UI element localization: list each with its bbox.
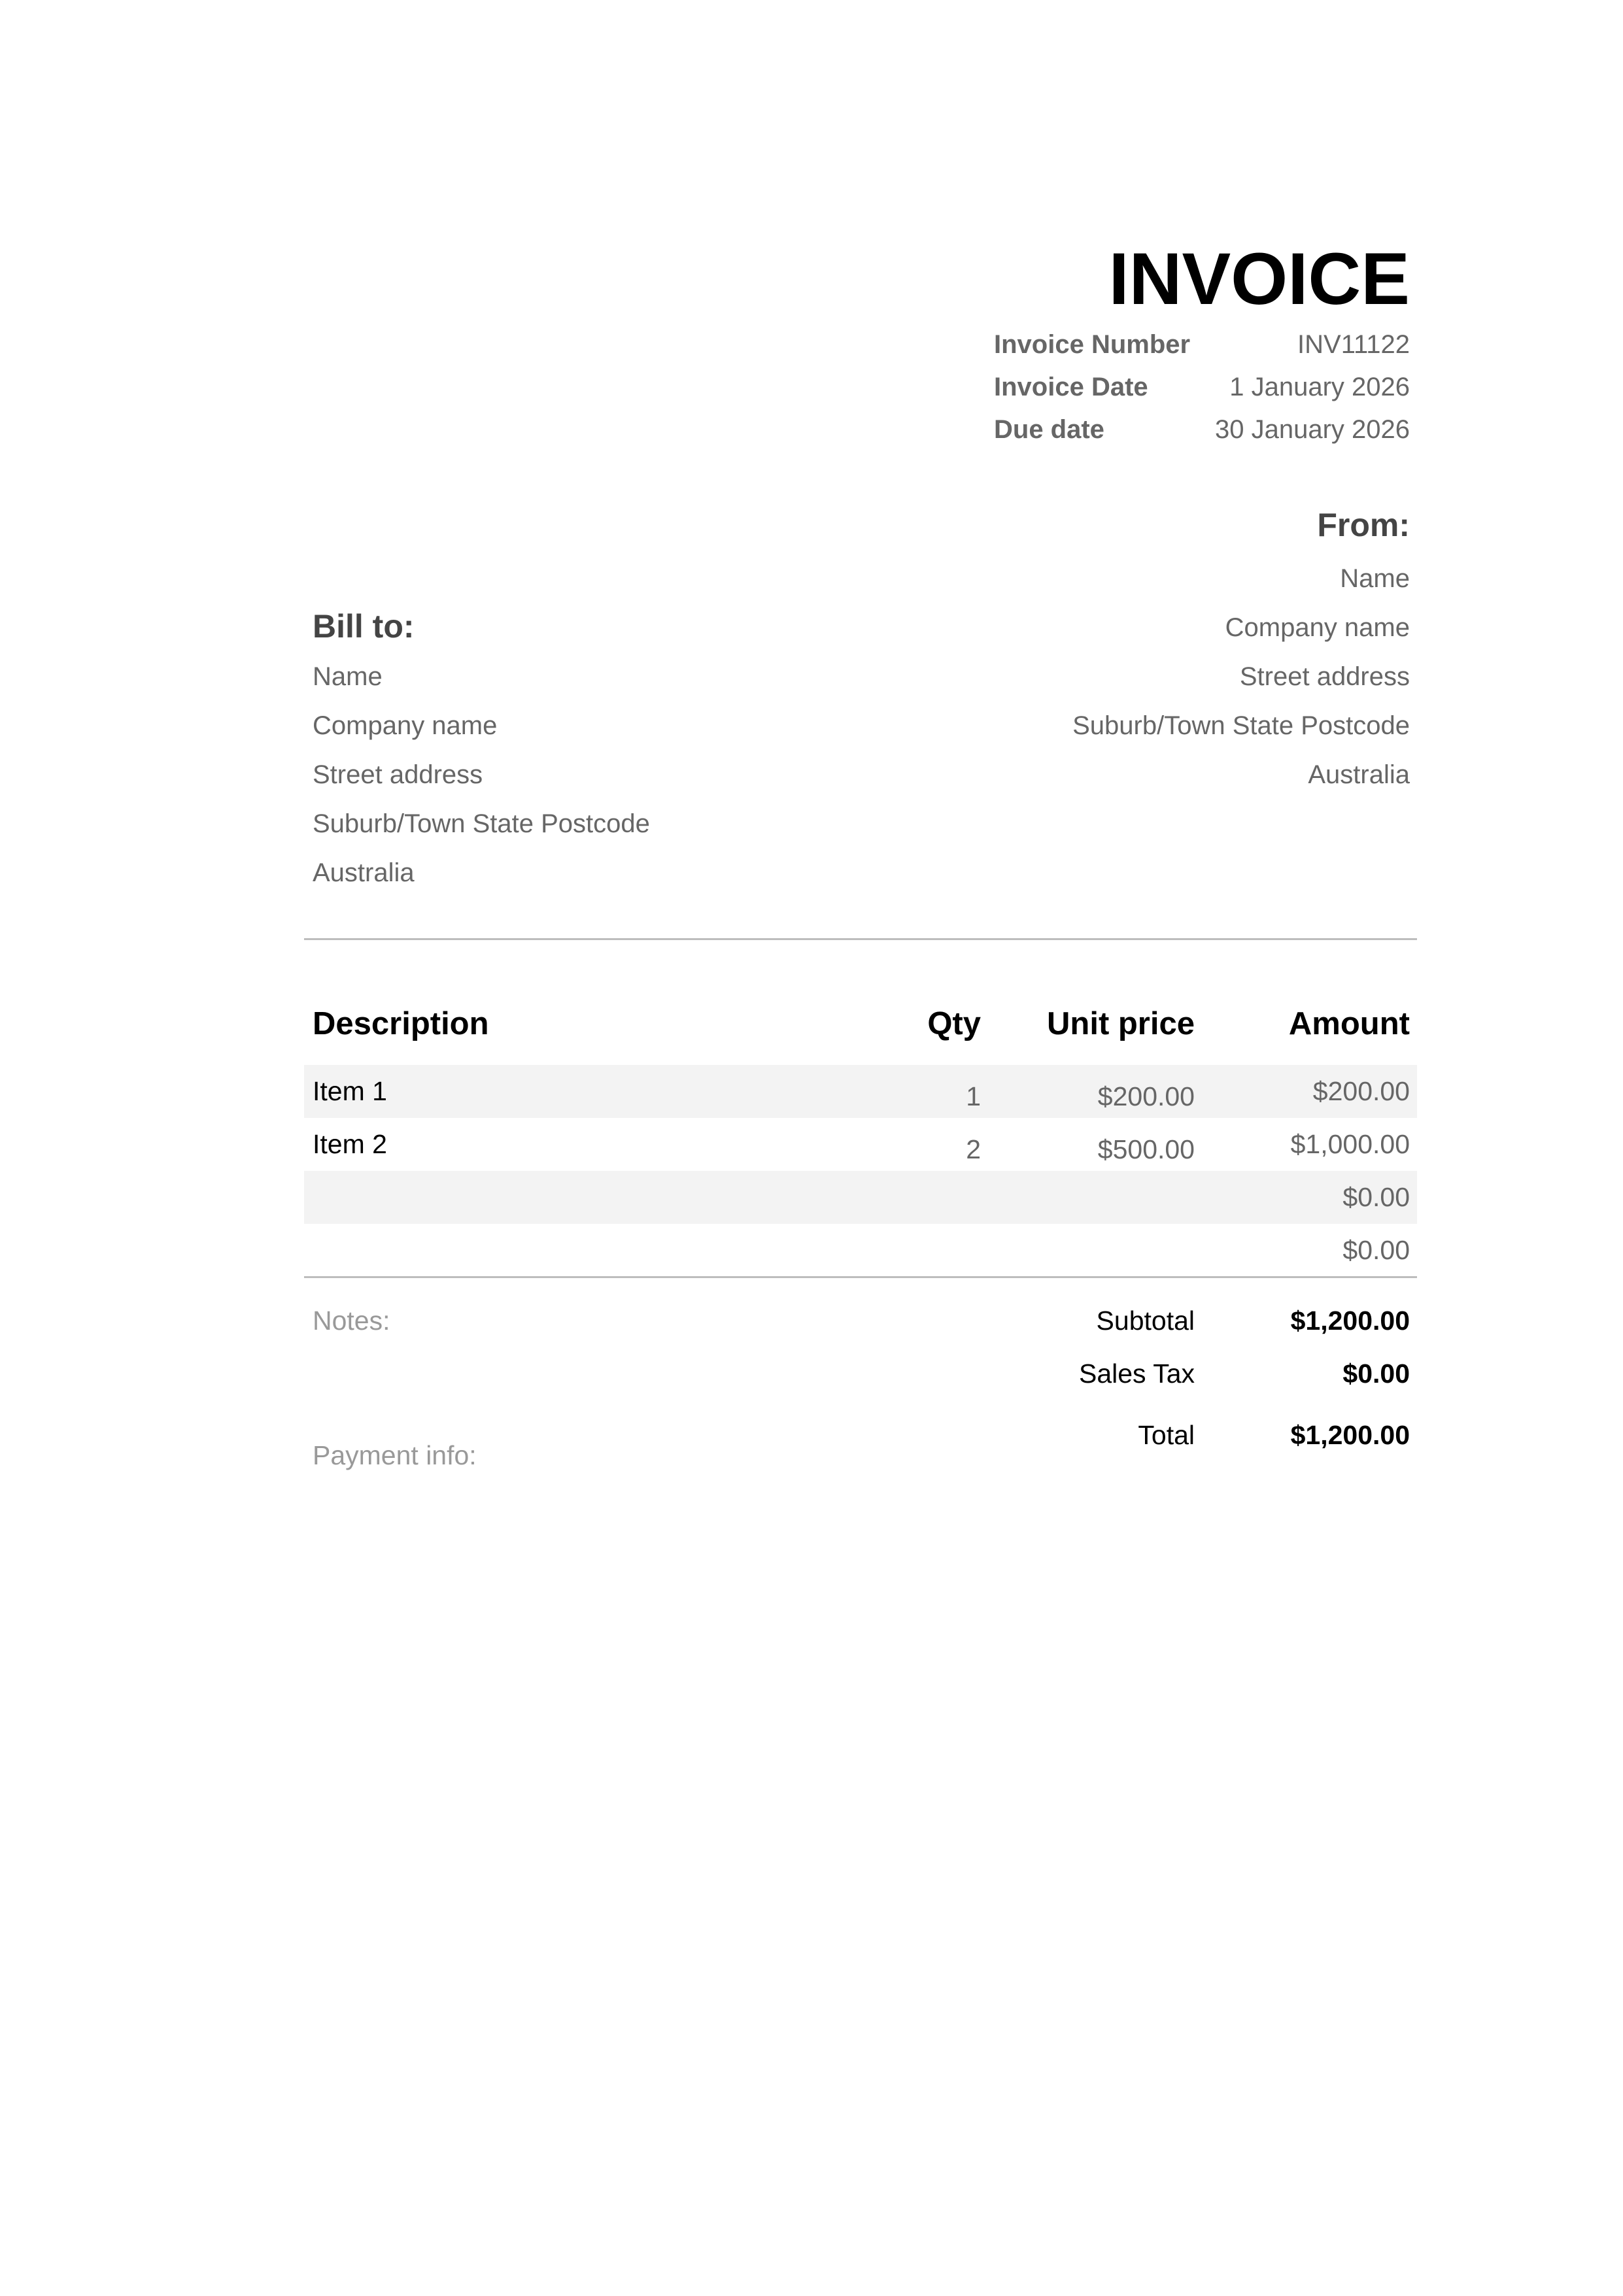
row-description: Item 1 [313, 1076, 387, 1106]
row-unit-price: $200.00 [1097, 1081, 1195, 1111]
col-amount: Amount [1288, 1006, 1410, 1041]
row-amount: $0.00 [1342, 1182, 1410, 1212]
row-shade [304, 1065, 1417, 1118]
bill-to-company: Company name [313, 711, 498, 740]
bill-to-country: Australia [313, 858, 415, 887]
invoice-date-value: 1 January 2026 [1229, 373, 1410, 401]
bill-to-suburb: Suburb/Town State Postcode [313, 809, 650, 838]
from-street: Street address [1239, 662, 1410, 691]
col-unit-price: Unit price [1047, 1006, 1195, 1041]
divider [304, 938, 1417, 940]
row-amount: $200.00 [1312, 1076, 1410, 1106]
invoice-date-label: Invoice Date [994, 373, 1148, 401]
subtotal-label: Subtotal [1096, 1306, 1195, 1336]
bill-to-name: Name [313, 662, 383, 691]
due-date-value: 30 January 2026 [1214, 415, 1410, 444]
notes-label: Notes: [313, 1306, 390, 1336]
row-qty: 1 [966, 1081, 981, 1111]
from-name: Name [1340, 564, 1410, 593]
col-qty: Qty [927, 1006, 981, 1041]
col-description: Description [313, 1006, 489, 1041]
from-country: Australia [1308, 760, 1410, 789]
sales-tax-label: Sales Tax [1078, 1359, 1195, 1389]
total-label: Total [1138, 1420, 1195, 1450]
table-bottom-divider [304, 1276, 1417, 1278]
row-amount: $1,000.00 [1290, 1129, 1410, 1159]
row-shade [304, 1171, 1417, 1224]
from-suburb: Suburb/Town State Postcode [1072, 711, 1410, 740]
due-date-label: Due date [994, 415, 1104, 444]
from-company: Company name [1225, 613, 1410, 642]
bill-to-heading: Bill to: [313, 608, 415, 645]
row-amount: $0.00 [1342, 1235, 1410, 1265]
bill-to-street: Street address [313, 760, 483, 789]
invoice-number-label: Invoice Number [994, 330, 1191, 359]
payment-info-label: Payment info: [313, 1440, 477, 1470]
total-value: $1,200.00 [1290, 1420, 1410, 1450]
row-description: Item 2 [313, 1129, 387, 1159]
row-qty: 2 [966, 1134, 981, 1164]
sales-tax-value: $0.00 [1342, 1359, 1410, 1389]
invoice-number-value: INV11122 [1297, 330, 1410, 359]
invoice-title: INVOICE [1108, 238, 1410, 320]
row-unit-price: $500.00 [1097, 1134, 1195, 1164]
subtotal-value: $1,200.00 [1290, 1306, 1410, 1336]
from-heading: From: [1317, 507, 1410, 543]
